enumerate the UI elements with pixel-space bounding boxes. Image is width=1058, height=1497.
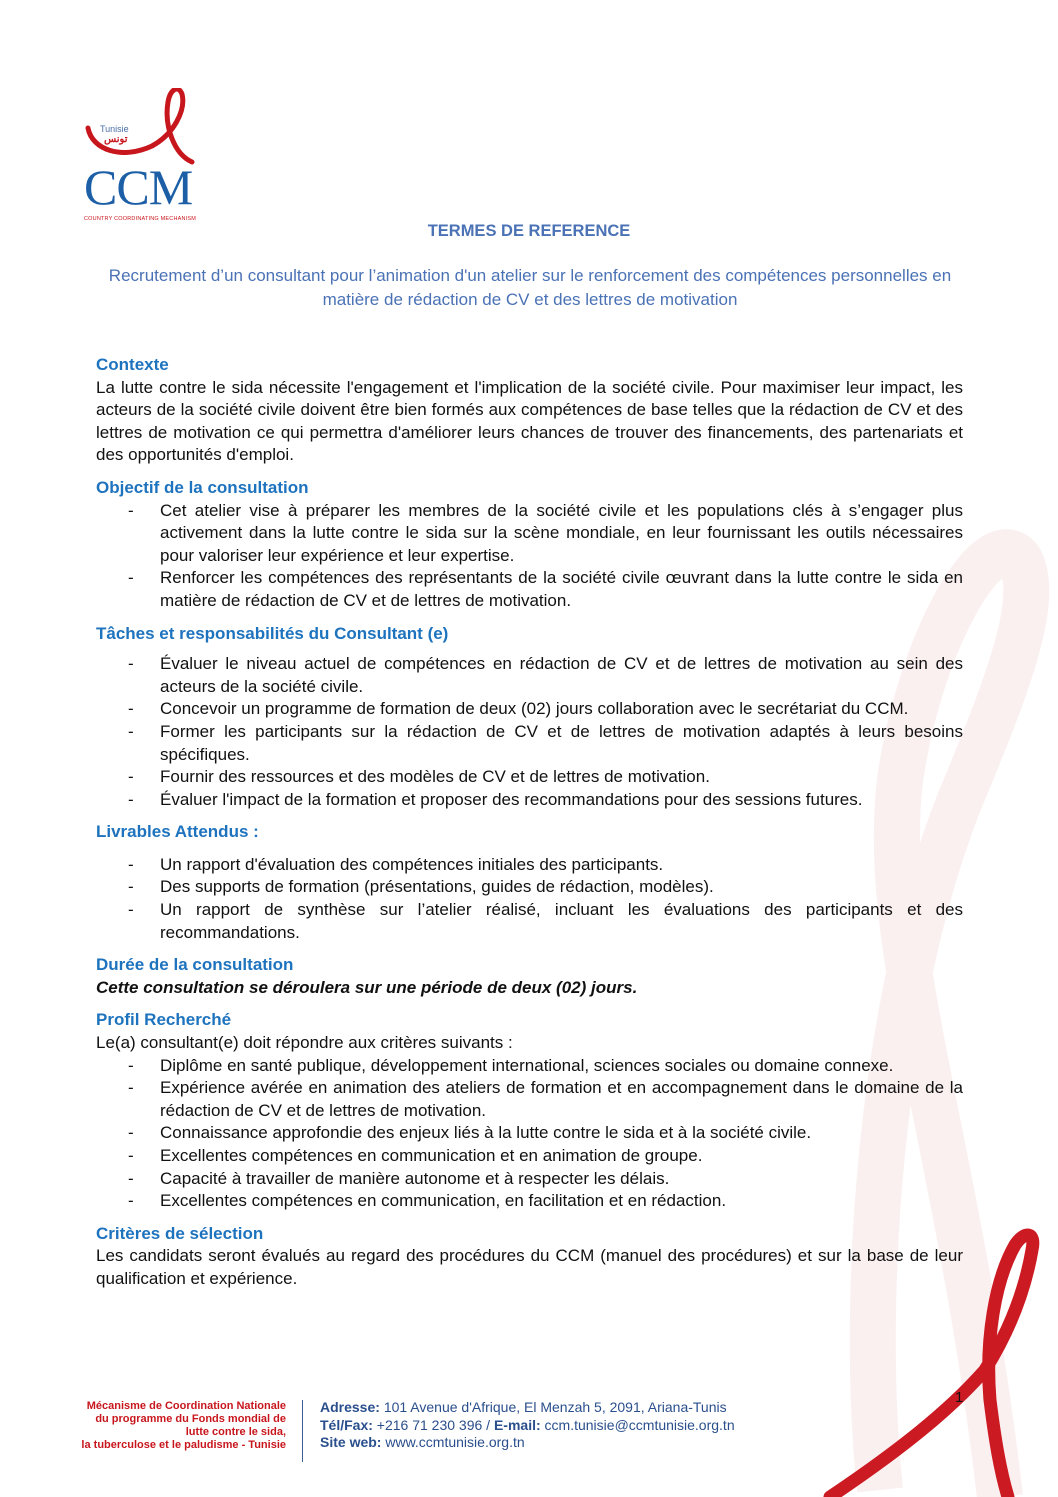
dash-bullet: -: [128, 877, 134, 897]
logo-tunisie-fr: Tunisie: [100, 124, 129, 134]
dash-bullet: -: [128, 1168, 134, 1188]
section-intro: Le(a) consultant(e) doit répondre aux critères suivants :: [96, 1033, 513, 1053]
address-label: Adresse:: [320, 1399, 380, 1415]
list-item-text: Fournir des ressources et des modèles de CV et de lettres de motivation.: [160, 767, 710, 787]
section-contexte: [96, 354, 963, 467]
website-link[interactable]: www.ccmtunisie.org.tn: [385, 1434, 525, 1450]
list-item: [96, 1077, 963, 1122]
email-link[interactable]: ccm.tunisie@ccmtunisie.org.tn: [544, 1416, 735, 1433]
footer-org-line: lutte contre le sida,: [185, 1426, 286, 1438]
bullet-list: [96, 500, 963, 613]
document-title: TERMES DE REFERENCE: [427, 222, 631, 240]
section-heading: Livrables Attendus :: [96, 822, 259, 842]
list-item: [96, 653, 963, 698]
page-number: 1: [955, 1389, 964, 1406]
dash-bullet: -: [128, 1078, 134, 1098]
list-item: [96, 1055, 963, 1078]
list-item-text: Former les participants sur la rédaction de CV et de lettres de motivation adaptés à leurs besoins spécifiques.: [160, 721, 963, 764]
footer-org-line: du programme du Fonds mondial de: [95, 1413, 286, 1425]
section-heading: Objectif de la consultation: [96, 477, 309, 497]
dash-bullet: -: [128, 1146, 134, 1165]
address-value: 101 Avenue d'Afrique, El Menzah 5, 2091, Ariana-Tunis: [383, 1399, 727, 1415]
dash-bullet: -: [128, 1191, 134, 1211]
ccm-logo: [82, 88, 232, 228]
list-item-text: Concevoir un programme de formation de deux (02) jours collaboration avec le secrétariat du CCM.: [160, 699, 909, 719]
list-item: [96, 1122, 963, 1145]
list-item: [96, 1190, 963, 1213]
email-label: E-mail:: [493, 1416, 541, 1433]
logo-tagline: COUNTRY COORDINATING MECHANISM: [84, 216, 197, 222]
list-item: [96, 1168, 963, 1191]
footer-contact: [320, 1399, 735, 1452]
bullet-list: [96, 1055, 963, 1213]
footer-divider: [302, 1400, 303, 1462]
footer-address: [320, 1399, 735, 1417]
list-item-text: Cet atelier vise à préparer les membres de la société civile et les populations clés à s’engager plus activement dans la lutte contre le sida sur la scène mondiale, en leur fournissant les outils nécessaires pour valoriser leur expérience et leur expertise.: [160, 500, 963, 565]
list-item: [96, 721, 963, 766]
list-item-text: Renforcer les compétences des représentants de la société civile œuvrant dans la lutte contre le sida en matière de rédaction de CV et de lettres de motivation.: [160, 568, 963, 610]
list-item-text: Un rapport d'évaluation des compétences initiales des participants.: [160, 854, 664, 874]
list-item-text: Des supports de formation (présentations, guides de rédaction, modèles).: [160, 877, 714, 897]
section-heading: Tâches et responsabilités du Consultant (e): [96, 623, 449, 643]
list-item-text: Un rapport de synthèse sur l’atelier réalisé, incluant les évaluations des participants et des recommandations.: [160, 900, 963, 942]
list-item: [96, 854, 963, 877]
dash-bullet: -: [128, 699, 134, 719]
bullet-list: [96, 653, 963, 811]
dash-bullet: -: [128, 1123, 134, 1143]
list-item-text: Connaissance approfondie des enjeux liés à la lutte contre le sida et à la société civile.: [160, 1123, 812, 1143]
section-heading: Contexte: [96, 355, 169, 374]
section-criteres: [96, 1223, 963, 1291]
dash-bullet: -: [128, 654, 134, 674]
section-duree: [96, 954, 963, 999]
footer-org-line: Mécanisme de Coordination Nationale: [86, 1400, 286, 1412]
dash-bullet: -: [128, 568, 134, 588]
list-item: [96, 766, 963, 789]
list-item-text: Excellentes compétences en communication, en facilitation et en rédaction.: [160, 1191, 727, 1211]
list-item-text: Évaluer l'impact de la formation et proposer des recommandations pour des sessions futures.: [160, 789, 863, 809]
dash-bullet: -: [128, 1055, 134, 1075]
section-text: Les candidats seront évalués au regard des procédures du CCM (manuel des procédures) et sur la base de leur qualification et expérience.: [96, 1246, 963, 1288]
footer-phone-email: [320, 1417, 735, 1435]
section-profil: [96, 1009, 963, 1212]
list-item: [96, 876, 963, 899]
logo-acronym: CCM: [84, 159, 193, 215]
tel-value: +216 71 230 396 /: [376, 1416, 491, 1433]
section-text: Cette consultation se déroulera sur une période de deux (02) jours.: [96, 977, 638, 997]
list-item: [96, 789, 963, 812]
tel-label: Tél/Fax:: [320, 1416, 373, 1433]
dash-bullet: -: [128, 767, 134, 787]
footer-website: [320, 1434, 735, 1452]
list-item-text: Capacité à travailler de manière autonome et à respecter les délais.: [160, 1168, 670, 1188]
dash-bullet: -: [128, 721, 134, 741]
section-heading: Durée de la consultation: [96, 955, 294, 975]
list-item-text: Excellentes compétences en communication et en animation de groupe.: [160, 1146, 703, 1165]
section-text: La lutte contre le sida nécessite l'engagement et l'implication de la société civile. Pour maximiser leur impact, les acteurs de la société civile doivent être bien formés aux compétences de base telles que la rédaction de CV et des lettres de motivation ce qui permettra d'améliorer leurs chances de trouver des financements, des partenariats et des opportunités d'emploi.: [96, 377, 963, 465]
document-body: [96, 354, 963, 1291]
dash-bullet: -: [128, 900, 134, 920]
section-objectif: [96, 477, 963, 613]
document-subtitle: Recrutement d’un consultant pour l’animation d'un atelier sur le renforcement des compétences personnelles en matière de rédaction de CV et des lettres de motivation: [108, 266, 952, 309]
logo-tunisie-ar: تونس: [104, 134, 128, 145]
list-item: [96, 698, 963, 721]
dash-bullet: -: [128, 854, 134, 874]
footer-organization: [40, 1400, 286, 1452]
list-item: [96, 500, 963, 568]
list-item: [96, 567, 963, 612]
list-item: [96, 899, 963, 944]
dash-bullet: -: [128, 500, 134, 520]
section-heading: Profil Recherché: [96, 1010, 232, 1030]
dash-bullet: -: [128, 789, 134, 809]
bullet-list: [96, 854, 963, 944]
footer-org-line: la tuberculose et le paludisme - Tunisie: [81, 1439, 286, 1451]
section-livrables: [96, 821, 963, 944]
list-item-text: Expérience avérée en animation des ateliers de formation et en accompagnement dans le domaine de la rédaction de CV et de lettres de motivation.: [160, 1078, 963, 1120]
list-item-text: Diplôme en santé publique, développement international, sciences sociales ou domaine connexe.: [160, 1055, 894, 1075]
list-item-text: Évaluer le niveau actuel de compétences en rédaction de CV et de lettres de motivation au sein des acteurs de la société civile.: [160, 654, 963, 696]
web-label: Site web:: [320, 1434, 382, 1450]
section-taches: [96, 623, 963, 812]
section-heading: Critères de sélection: [96, 1223, 264, 1243]
list-item: [96, 1145, 963, 1168]
